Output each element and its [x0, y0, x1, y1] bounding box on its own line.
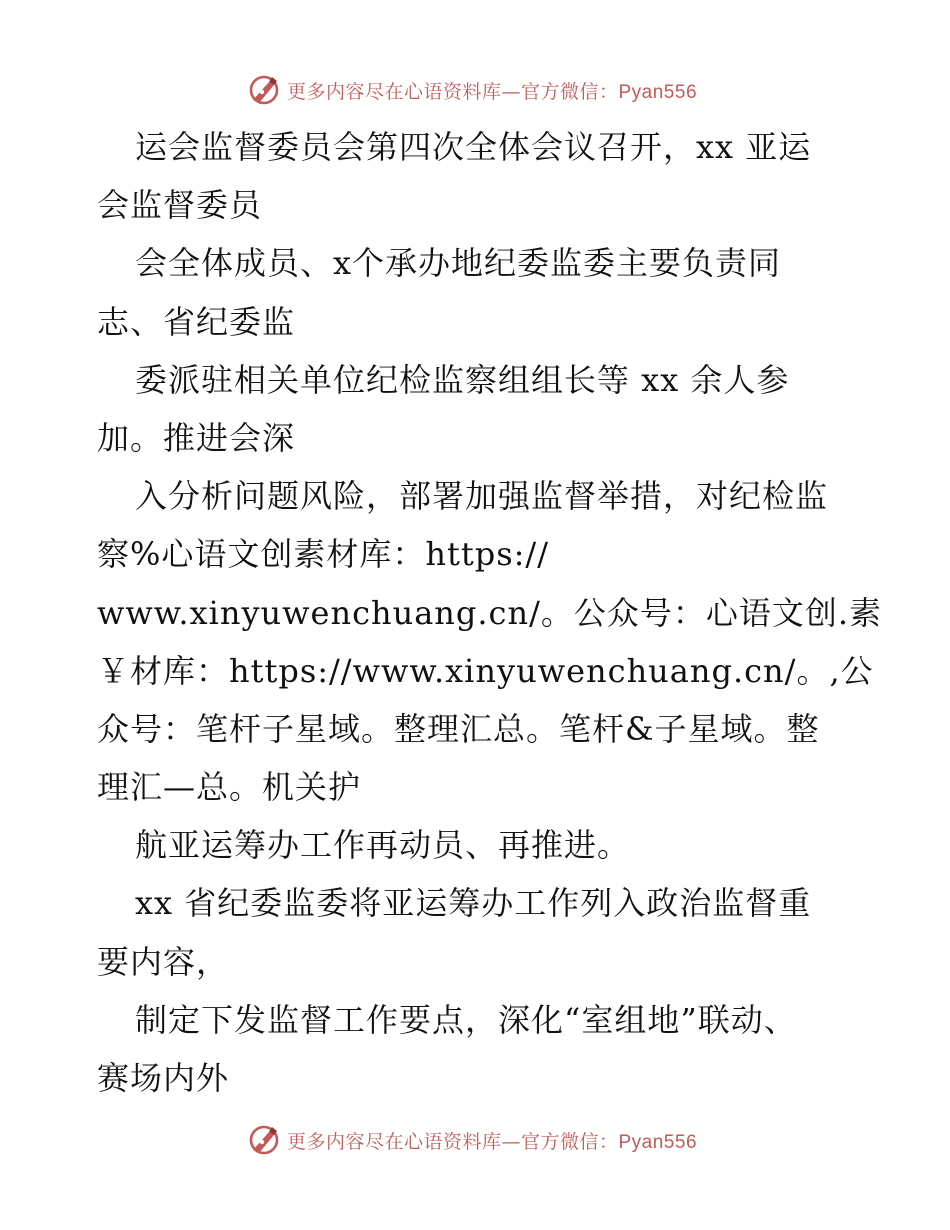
- body-line: www.xinyuwenchuang.cn/。公众号：心语文创.素: [97, 593, 883, 632]
- header-banner-content: [247, 73, 697, 107]
- body-line: 运会监督委员会第四次全体会议召开，xx 亚运: [135, 128, 812, 166]
- footer-banner-content: [247, 1123, 697, 1157]
- body-line: 众号：笔杆子星域。整理汇总。笔杆&子星域。整: [97, 709, 820, 748]
- footer-banner-text-cn: 更多内容尽在心语资料库—官方微信：: [286, 1130, 619, 1153]
- body-line: 察%心语文创素材库：https://: [97, 535, 549, 574]
- body-line: 入分析问题风险，部署加强监督举措，对纪检监: [135, 477, 829, 516]
- body-line: 要内容，: [97, 942, 230, 981]
- pen-logo-icon: [247, 73, 281, 107]
- body-line: xx 省纪委监委将亚运筹办工作列入政治监督重: [135, 884, 812, 923]
- body-line: ￥材库：https://www.xinyuwenchuang.cn/。,公: [97, 651, 874, 690]
- body-line: 赛场内外: [97, 1059, 230, 1097]
- pen-logo-icon: [247, 1123, 281, 1157]
- footer-banner: [0, 1120, 950, 1160]
- body-line: 理汇—总。机关护: [97, 768, 362, 807]
- body-text: [97, 118, 883, 1107]
- body-line: 制定下发监督工作要点，深化“室组地”联动、: [135, 1000, 797, 1039]
- footer-banner-text: [287, 1127, 697, 1154]
- header-banner-wechat-id: Pyan556: [618, 81, 698, 103]
- header-banner-text: [287, 77, 697, 104]
- body-line: 委派驻相关单位纪检监察组组长等 xx 余人参: [135, 360, 790, 399]
- body-line: 会全体成员、x个承办地纪委监委主要负责同: [135, 244, 782, 283]
- body-line: 加。推进会深: [97, 418, 296, 457]
- body-line: 会监督委员: [97, 186, 263, 225]
- footer-banner-wechat-id: Pyan556: [618, 1131, 698, 1153]
- header-banner-text-cn: 更多内容尽在心语资料库—官方微信：: [286, 80, 619, 103]
- header-banner: [0, 70, 950, 110]
- body-line: 志、省纪委监: [97, 302, 296, 341]
- body-line: 航亚运筹办工作再动员、再推进。: [135, 826, 631, 865]
